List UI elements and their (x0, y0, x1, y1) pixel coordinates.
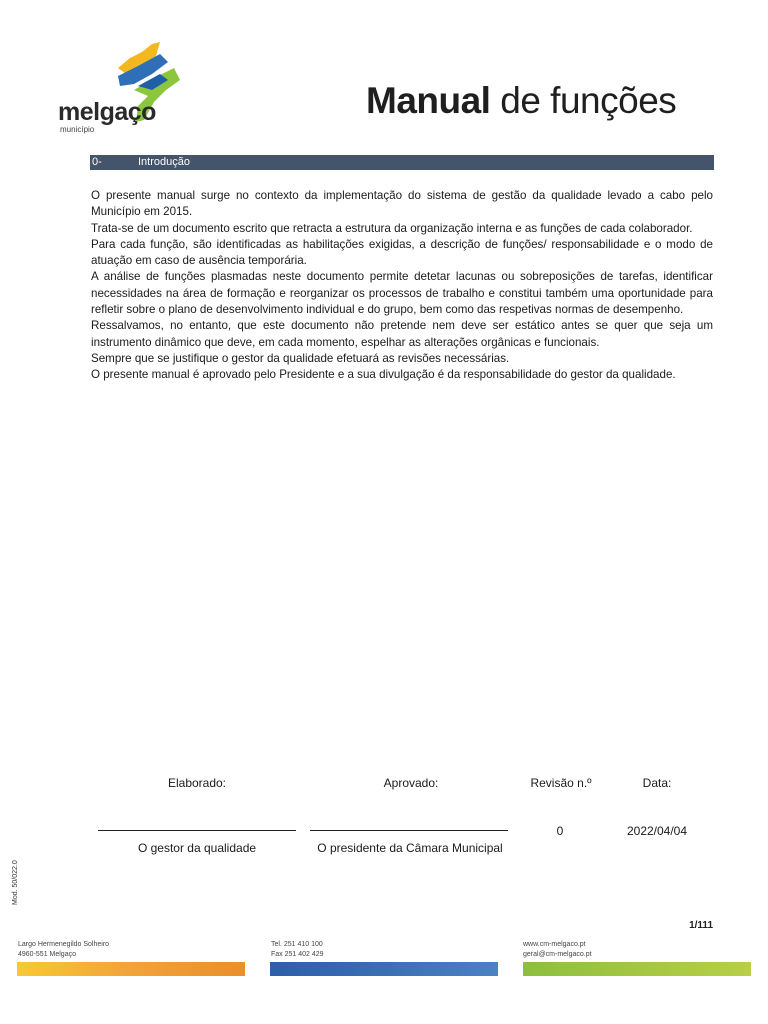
form-code: Mod. 50/022.0 (12, 860, 19, 905)
logo-subtitle: município (60, 125, 95, 134)
footer-bar-orange (17, 962, 245, 976)
elaborado-label: Elaborado: (167, 776, 227, 790)
data-value: 2022/04/04 (626, 824, 688, 838)
logo-wordmark: melgaço (58, 98, 156, 126)
footer-bar-blue (270, 962, 498, 976)
footer-fax-line: Fax 251 402 429 (271, 951, 324, 958)
paragraph: Trata-se de um documento escrito que retracta a estrutura da organização interna e as funções de cada colaborador. (91, 221, 693, 235)
footer-address (18, 940, 109, 960)
document-title-bold: Manual (366, 80, 491, 121)
revisao-value: 0 (556, 824, 564, 838)
aprovado-name: O presidente da Câmara Municipal (317, 841, 503, 855)
paragraph: Sempre que se justifique o gestor da qualidade efetuará as revisões necessárias. (91, 351, 510, 365)
aprovado-label: Aprovado: (383, 776, 439, 790)
footer-address-line: Largo Hermenegildo Solheiro (18, 941, 110, 948)
page-number: 1/111 (689, 920, 713, 931)
footer-bar-green (523, 962, 751, 976)
revisao-label: Revisão n.º (530, 776, 592, 790)
footer-web (523, 940, 592, 960)
introduction-body (91, 188, 713, 384)
paragraph: O presente manual é aprovado pelo Presidente e a sua divulgação é da responsabilidade do gestor da qualidade. (91, 368, 676, 382)
paragraph: Ressalvamos, no entanto, que este documento não pretende nem deve ser estático antes se quer que seja um instrumento dinâmico que deve, em cada momento, espelhar as alterações orgânicas e funcionais. (91, 319, 713, 349)
section-title: Introdução (138, 156, 190, 168)
document-title (366, 80, 676, 122)
data-label: Data: (642, 776, 672, 790)
footer-phone-line: Tel. 251 410 100 (271, 941, 323, 948)
elaborado-name: O gestor da qualidade (137, 841, 257, 855)
paragraph: A análise de funções plasmadas neste documento permite detetar lacunas ou sobreposições de tarefas, identificar necessidades na área de formação e reorganizar os processos de trabalho e constitui também uma oportunidade para refletir sobre o plano de desenvolvimento individual e do grupo, bem como das respetivas normas de desempenho. (91, 270, 713, 317)
paragraph: O presente manual surge no contexto da implementação do sistema de gestão da qualidade levado a cabo pelo Município em 2015. (91, 189, 713, 219)
section-number: 0- (92, 156, 102, 168)
footer-address-line: 4960-551 Melgaço (18, 951, 76, 958)
municipality-logo (58, 40, 193, 136)
paragraph: Para cada função, são identificadas as habilitações exigidas, a descrição de funções/ responsabilidade e o modo de atuação em caso de ausência temporária. (91, 237, 713, 268)
footer-phone (271, 940, 324, 960)
aprovado-signature-line (310, 830, 508, 831)
section-heading (90, 155, 714, 170)
elaborado-signature-line (98, 830, 296, 831)
document-title-rest: de funções (490, 80, 677, 121)
footer-website-link[interactable]: www.cm-melgaco.pt (523, 941, 586, 948)
footer-email-link[interactable]: geral@cm-melgaco.pt (523, 951, 592, 958)
